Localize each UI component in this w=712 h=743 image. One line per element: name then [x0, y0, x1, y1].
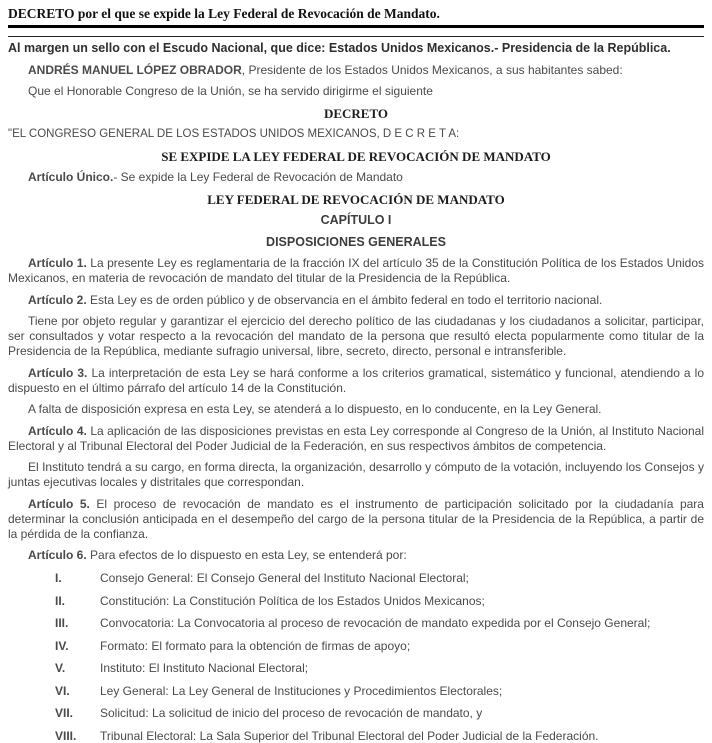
definition-text: Constitución: La Constitución Política de los Estados Unidos Mexicanos;	[100, 594, 704, 609]
article-3-paragraph-2: A falta de disposición expresa en esta Ley, se atenderá a lo dispuesto, en lo conducente, en la Ley General.	[8, 402, 704, 417]
president-line-rest: , Presidente de los Estados Unidos Mexicanos, a sus habitantes sabed:	[242, 63, 623, 77]
definition-text: Solicitud: La solicitud de inicio del proceso de revocación de mandato, y	[100, 706, 704, 721]
president-name: ANDRÉS MANUEL LÓPEZ OBRADOR	[28, 63, 242, 77]
congress-served-line: Que el Honorable Congreso de la Unión, se ha servido dirigirme el siguiente	[8, 84, 704, 99]
article-4-label: Artículo 4.	[28, 424, 87, 438]
article-6	[8, 548, 704, 563]
article-3-text: La interpretación de esta Ley se hará conforme a los criterios gramatical, sistemático y funcional, atendiendo a lo dispuesto en el último párrafo del artículo 14 de la Constitución.	[8, 366, 704, 395]
chapter-heading: CAPÍTULO I	[8, 213, 704, 228]
definition-numeral: III.	[55, 616, 100, 631]
article-5	[8, 497, 704, 542]
article-1-label: Artículo 1.	[28, 256, 87, 270]
congress-decree-line: "EL CONGRESO GENERAL DE LOS ESTADOS UNIDOS MEXICANOS, D E C R E T A:	[8, 127, 704, 142]
article-2-text: Esta Ley es de orden público y de observancia en el ámbito federal en todo el territorio nacional.	[87, 293, 603, 307]
definition-text: Formato: El formato para la obtención de firmas de apoyo;	[100, 639, 704, 654]
article-6-label: Artículo 6.	[28, 548, 87, 562]
definition-numeral: VII.	[55, 706, 100, 721]
divider-thick	[8, 25, 704, 28]
article-3	[8, 366, 704, 396]
article-3-label: Artículo 3.	[28, 366, 87, 380]
definition-item	[8, 571, 704, 586]
definition-item	[8, 684, 704, 699]
definition-numeral: IV.	[55, 639, 100, 654]
definition-numeral: V.	[55, 661, 100, 676]
article-4-text: La aplicación de las disposiciones previstas en esta Ley corresponde al Congreso de la Unión, al Instituto Nacional Electoral y al Tribunal Electoral del Poder Judicial de la Federación, en sus respectivos ámbitos de competencia.	[8, 424, 704, 453]
article-2	[8, 293, 704, 308]
article-2-paragraph-2: Tiene por objeto regular y garantizar el ejercicio del derecho político de las ciudadanas y los ciudadanos a solicitar, participar, ser consultados y votar respecto a la revocación del mandato de la persona que resultó electa popularmente como titular de la Presidencia de la República, mediante sufragio universal, libre, secreto, directo, personal e intransferible.	[8, 314, 704, 359]
articulo-unico-rest: - Se expide la Ley Federal de Revocación de Mandato	[113, 170, 403, 184]
article-5-text: El proceso de revocación de mandato es el instrumento de participación solicitado por la ciudadanía para determinar la conclusión anticipada en el desempeño del cargo de la persona titular de la Presidencia de la República, a partir de la pérdida de la confianza.	[8, 497, 704, 541]
definitions-list	[8, 571, 704, 743]
definition-text: Ley General: La Ley General de Instituciones y Procedimientos Electorales;	[100, 684, 704, 699]
margin-seal-line: Al margen un sello con el Escudo Nacional, que dice: Estados Unidos Mexicanos.- Presidencia de la República.	[8, 41, 704, 56]
page-title: DECRETO por el que se expide la Ley Federal de Revocación de Mandato.	[8, 6, 704, 24]
definition-text: Tribunal Electoral: La Sala Superior del Tribunal Electoral del Poder Judicial de la Federación.	[100, 729, 704, 743]
article-1	[8, 256, 704, 286]
definition-numeral: II.	[55, 594, 100, 609]
definition-numeral: VI.	[55, 684, 100, 699]
definition-item	[8, 661, 704, 676]
definition-numeral: I.	[55, 571, 100, 586]
article-4-paragraph-2: El Instituto tendrá a su cargo, en forma directa, la organización, desarrollo y cómputo de la votación, incluyendo los Consejos y juntas ejecutivas locales y distritales que correspondan.	[8, 460, 704, 490]
articulo-unico-line	[8, 170, 704, 185]
chapter-subheading: DISPOSICIONES GENERALES	[8, 235, 704, 250]
definition-item	[8, 616, 704, 631]
definition-numeral: VIII.	[55, 729, 100, 743]
article-6-text: Para efectos de lo dispuesto en esta Ley, se entenderá por:	[87, 548, 407, 562]
divider-thin	[8, 36, 704, 37]
article-2-label: Artículo 2.	[28, 293, 87, 307]
definition-item	[8, 706, 704, 721]
president-line	[8, 63, 704, 78]
definition-text: Convocatoria: La Convocatoria al proceso de revocación de mandato expedida por el Consejo General;	[100, 616, 704, 631]
law-title-heading: LEY FEDERAL DE REVOCACIÓN DE MANDATO	[8, 192, 704, 207]
definition-text: Consejo General: El Consejo General del Instituto Nacional Electoral;	[100, 571, 704, 586]
articulo-unico-label: Artículo Único.	[28, 170, 113, 184]
expedition-heading: SE EXPIDE LA LEY FEDERAL DE REVOCACIÓN DE MANDATO	[8, 149, 704, 164]
definition-text: Instituto: El Instituto Nacional Electoral;	[100, 661, 704, 676]
article-1-text: La presente Ley es reglamentaria de la fracción IX del artículo 35 de la Constitución Política de los Estados Unidos Mexicanos, en materia de revocación de mandato del titular de la Presidencia de la República.	[8, 256, 704, 285]
article-4	[8, 424, 704, 454]
article-5-label: Artículo 5.	[28, 497, 90, 511]
definition-item	[8, 639, 704, 654]
definition-item	[8, 594, 704, 609]
definition-item	[8, 729, 704, 743]
decree-heading: DECRETO	[8, 106, 704, 121]
